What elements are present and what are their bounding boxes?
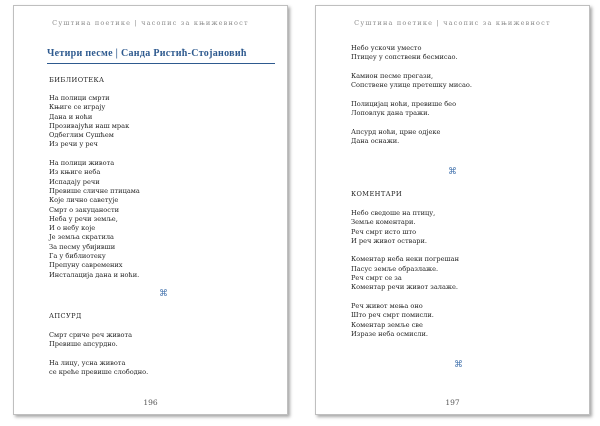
poem-line: Коментар речи живот залаже. xyxy=(351,283,458,292)
page-number: 197 xyxy=(445,398,460,407)
poem-line: Препуну савремених xyxy=(49,261,123,270)
poem-line: Испадају речи xyxy=(49,177,100,186)
running-head: Суштина поетике | часопис за књижевност xyxy=(52,19,249,27)
poem-line: Инсталација дана и ноћи. xyxy=(49,270,140,279)
poem-apsurd xyxy=(49,331,279,377)
stanza-break xyxy=(351,90,581,99)
poem-line: Смрт сриче реч живота xyxy=(49,331,133,339)
poem-line: Реч смрт се за xyxy=(351,274,402,283)
poem-line: Што реч смрт помисли. xyxy=(351,311,434,320)
poem-line: Апсурд ноћи, црне одјеке xyxy=(351,127,441,136)
poem-line: Полицијац ноћи, превише бео xyxy=(351,99,457,108)
ornament-icon: ⌘ xyxy=(159,289,168,299)
poem-line: Коментар земље све xyxy=(351,320,423,329)
poem-biblioteka xyxy=(49,94,279,280)
poem-line: Пасус земље образлаже. xyxy=(351,264,439,273)
poem-line: На полици смрти xyxy=(49,94,110,102)
poem-line: Из књиге неба xyxy=(49,168,101,177)
section-heading-apsurd: АПСУРД xyxy=(49,312,82,320)
section-heading-biblioteka: БИБЛИОТЕКА xyxy=(49,76,105,84)
title-rule xyxy=(47,63,275,64)
poem-apsurd-continued xyxy=(351,44,581,146)
page-number: 196 xyxy=(143,398,158,407)
poem-line: се креће превише слободно. xyxy=(49,368,149,377)
poem-line: Изразе неба осмисли. xyxy=(351,329,428,338)
poem-line: Превише апсурдно. xyxy=(49,340,118,349)
poem-line: Превише сличне птицама xyxy=(49,186,140,195)
poem-line: Небо сведоше на птицу, xyxy=(351,209,436,217)
poem-line: За песму убијивши xyxy=(49,242,116,251)
poem-line: Реч смрт исто што xyxy=(351,227,417,236)
article-title: Четири песме | Санда Ристић-Стојановић xyxy=(47,48,247,59)
poem-line: И о небу које xyxy=(49,224,96,233)
poem-line: Из речи у реч xyxy=(49,140,98,149)
poem-line: Небо ускочи уместо xyxy=(351,44,422,52)
stanza-break xyxy=(351,118,581,127)
poem-line: Реч живот мења оно xyxy=(351,301,423,310)
section-heading-komentari: КОМЕНТАРИ xyxy=(351,190,403,198)
ornament-icon: ⌘ xyxy=(448,167,457,177)
poem-line: Књиге се играју xyxy=(49,103,106,112)
poem-line: Дана и ноћи xyxy=(49,112,93,121)
poem-komentari xyxy=(351,209,581,339)
poem-line: Коментар неба неки погрешан xyxy=(351,255,459,264)
stanza-break xyxy=(351,293,581,302)
poem-line: На полици живота xyxy=(49,159,115,168)
left-page xyxy=(13,5,288,415)
running-head: Суштина поетике | часопис за књижевност xyxy=(354,19,551,27)
right-page xyxy=(315,5,590,415)
poem-line: Одбеглим Сушћем xyxy=(49,131,114,140)
poem-line: И реч живот оствари. xyxy=(351,236,427,245)
poem-line: Прозивајући наш мрак xyxy=(49,121,130,130)
stanza-break xyxy=(351,63,581,72)
poem-line: Лоповлук дана тражи. xyxy=(351,109,430,118)
poem-line: Дана оснажи. xyxy=(351,136,400,145)
stanza-break xyxy=(49,350,279,359)
stanza-break xyxy=(49,150,279,159)
poem-line: Камион песме прегази, xyxy=(351,71,434,80)
poem-line: Је земља скратила xyxy=(49,233,114,242)
poem-line: Птицеу у сопствени бесмисао. xyxy=(351,53,458,62)
poem-line: Неба у речи земље, xyxy=(49,214,118,223)
poem-line: Смрт о закуцаности xyxy=(49,205,120,214)
ornament-icon: ⌘ xyxy=(454,360,463,370)
poem-line: Земље коментари. xyxy=(351,218,416,227)
poem-line: Га у библиотеку xyxy=(49,252,106,261)
stanza-break xyxy=(351,246,581,255)
poem-line: Које лично саветује xyxy=(49,196,119,205)
poem-line: На лицу, усна живота xyxy=(49,358,126,367)
poem-line: Сопствене улице претешку мисао. xyxy=(351,81,472,90)
